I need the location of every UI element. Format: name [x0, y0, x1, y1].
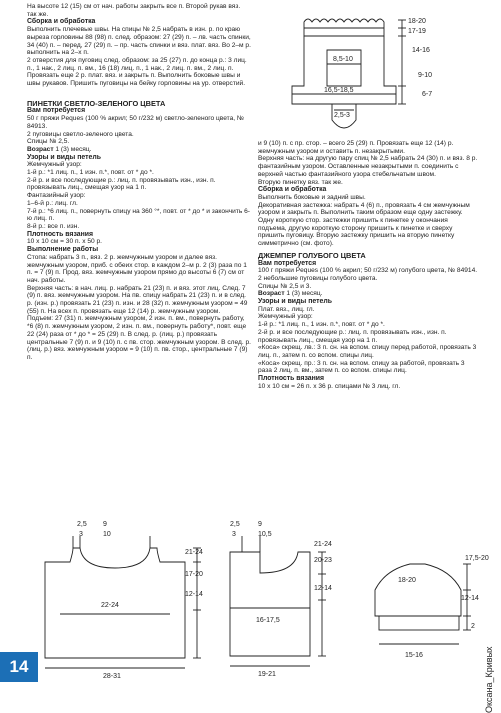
- dimension-label: 22-24: [101, 602, 119, 609]
- paragraph: 100 г пряжи Peques (100 % акрил; 50 г/232 м) голубого цвета, № 84914.: [258, 267, 478, 275]
- paragraph: 2 пуговицы светло-зеленого цвета.: [27, 130, 134, 138]
- dimension-label: 16-17,5: [256, 617, 280, 624]
- dimension-label: 28-31: [103, 673, 121, 680]
- section-heading: Возраст: [27, 145, 54, 153]
- paragraph: Спицы № 2,5 и 3.: [258, 282, 312, 290]
- section-heading: Узоры и виды петель: [27, 153, 101, 161]
- dimension-label: 9-10: [418, 72, 433, 79]
- paragraph: Декоративная застежка: набрать 4 (6) п., провязать 4 см жемчужным узором и закрыть п. Выполнить таким образом еще одну застежку. Одну короткую стор. застежки пришить к пинетке у окончания подъема, другую короткую сторону пришить к пинетке и сверху пришить пуговицу. Вторую застежку пришить на вторую пинетку симметрично (см. фото).: [258, 201, 470, 248]
- sleeve-pattern-diagram: [365, 520, 490, 690]
- paragraph: Выполнить боковые и задний швы.: [258, 193, 366, 201]
- front-pattern-diagram: [220, 518, 360, 688]
- paragraph: 1–6-й р.: лиц. гл.: [27, 199, 78, 207]
- paragraph: На высоте 12 (15) см от нач. работы закрыть все п. Второй рукав вяз. так же.: [27, 3, 241, 18]
- paragraph: Подъем: 27 (31) п. жемчужным узором, 2 изн. п. вм., повернуть работу, *6 (8) п. жемчужным узором, 2 изн. п. вм., повернуть работу*, повт. еще 22 (24) раза от * до * = 25 (29) п. В след. р. (лиц. р.) провязать центральные 7 (9) п. и 9 (10) п. с пв. стор. жемчужным узором. В след. р. (лиц. р.) вяз. жемчужным узором = 9 (10) п. пв. стор., центральные 7 (9) п.: [27, 315, 251, 361]
- dimension-label: 2: [471, 623, 475, 630]
- right-text-column: [258, 140, 478, 391]
- dimension-label: 9: [103, 521, 107, 528]
- paragraph: 2-й р. и все последующие р.: лиц. п. провязывать изн., изн. п. провязывать лиц., смещая узор на 1 п.: [27, 176, 216, 192]
- paragraph: «Коса» скрещ. пр.: 3 п. сн. на вспом. спицу за работой, провязать 3 раза 2 лиц. п. вм., затем п. со вспом. спицы лиц.: [258, 359, 465, 375]
- section-heading: Сборка и обработка: [258, 186, 327, 194]
- back-pattern-diagram: [35, 518, 215, 688]
- dimension-label: 18-20: [408, 18, 426, 25]
- dimension-label: 10: [103, 531, 111, 538]
- paragraph: Верхняя часть: в нач. лиц. р. набрать 21 (23) п. и вяз. этот лиц. След. 7 (9) п. вяз. жемчужным узором. На пв. спицу набрать 21 (23) п. и в след. р. (изн. р.) провязать 21 (23) п. изн. и 28 (32) п. жемчужным узором = 49 (55) п. На всех п. провязать еще 12 (14) р. жемчужным узором.: [27, 284, 248, 315]
- paragraph: Жемчужный узор:: [27, 161, 82, 169]
- dimension-label: 21-24: [185, 549, 203, 556]
- paragraph: Жемчужный узор:: [258, 313, 313, 321]
- dimension-label: 20-23: [314, 557, 332, 564]
- age-line: [258, 290, 478, 298]
- paragraph: Фантазийный узор:: [27, 192, 86, 200]
- paragraph: 2-й р. и все последующие р.: лиц. п. провязывать изн., изн. п. провязывать лиц., смещая узор на 1 п.: [258, 328, 447, 344]
- dimension-label: 12-14: [314, 585, 332, 592]
- sleeve-cuff: [379, 616, 459, 630]
- dimension-label: 19-21: [258, 671, 276, 678]
- dimension-label: 15-16: [405, 652, 423, 659]
- section-heading: Плотность вязания: [258, 375, 325, 383]
- paragraph: Спицы № 2,5.: [27, 138, 70, 146]
- section-heading: Плотность вязания: [27, 230, 94, 238]
- dimension-label: 12-14: [461, 595, 479, 602]
- paragraph: 1-й р.: *1 лиц. п., 1 изн. п.*, повт. от * до *.: [27, 169, 154, 177]
- dimension-label: 17-19: [408, 28, 426, 35]
- paragraph: Плат. вяз., лиц. гл.: [258, 305, 315, 313]
- dimension-label: 3: [79, 531, 83, 538]
- paragraph: 2 небольшие пуговицы голубого цвета.: [258, 274, 378, 282]
- dimension-label: 17-20: [185, 571, 203, 578]
- dimension-label: 8,5-10: [333, 56, 353, 63]
- dimension-label: 9: [258, 521, 262, 528]
- dimension-label: 21-24: [314, 541, 332, 548]
- paragraph: Вторую пинетку вяз. так же.: [258, 178, 343, 186]
- paragraph: Стопа: набрать 3 п., вяз. 2 р. жемчужным узором и далее вяз. жемчужным узором, приб. с обеих стор. в каждом 2–м р. 2 (3) раза по 1 п. = 7 (9) п. Прод. вяз. жемчужным узором прямо до высоты 6 (7) см от нач. работы.: [27, 253, 247, 284]
- section-heading: Выполнение работы: [27, 246, 99, 254]
- dimension-label: 6-7: [422, 91, 433, 98]
- paragraph: Верхняя часть: на другую пару спиц № 2,5 набрать 24 (30) п. и вяз. 8 р. фантазийным узором. Оставленные незакрытыми п. соединить с верхней частью фантазийного узора стебельчатым швом.: [258, 155, 478, 178]
- section-heading: Вам потребуется: [27, 107, 86, 115]
- paragraph: «Коса» скрещ. лв.: 3 п. сн. на вспом. спицу перед работой, провязать 3 лиц. п., затем п. со вспом. спицы лиц.: [258, 344, 477, 359]
- paragraph: 10 х 10 см = 30 п. х 50 р.: [27, 238, 103, 246]
- paragraph: 10 х 10 см = 26 п. х 36 р. спицами № 3 лиц. гл.: [258, 382, 401, 390]
- left-text-column: [27, 3, 251, 362]
- dimension-label: 16,5-18,5: [324, 87, 354, 94]
- paragraph: и 9 (10) п. с пр. стор. – всего 25 (29) п. Провязать еще 12 (14) р. жемчужным узором и оставить п. незакрытыми.: [258, 140, 454, 155]
- section-heading: Узоры и виды петель: [258, 298, 332, 306]
- dimension-label: 2,5: [77, 521, 87, 528]
- article-title: ПИНЕТКИ СВЕТЛО-ЗЕЛЕНОГО ЦВЕТА: [27, 98, 166, 108]
- section-heading: Сборка и обработка: [27, 18, 96, 26]
- dimension-label: 12-14: [185, 591, 203, 598]
- page-number: 14: [0, 652, 38, 682]
- dimension-label: 14-16: [412, 47, 430, 54]
- section-heading: Возраст: [258, 290, 285, 298]
- dimension-label: 18-20: [398, 577, 416, 584]
- article-title: ДЖЕМПЕР ГОЛУБОГО ЦВЕТА: [258, 250, 366, 260]
- front-outline: [230, 552, 310, 656]
- age-line: [27, 146, 251, 154]
- bootie-pattern-diagram: [262, 14, 492, 136]
- dimension-label: 2,5-3: [334, 112, 350, 119]
- section-heading: Вам потребуется: [258, 259, 317, 267]
- dimension-label: 2,5: [230, 521, 240, 528]
- dimension-label: 3: [232, 531, 236, 538]
- paragraph: 50 г пряжи Peques (100 % акрил; 50 г/232 м) светло-зеленого цвета, № 84913.: [27, 115, 245, 130]
- dimension-label: 17,5-20: [465, 555, 489, 562]
- paragraph: 7-й р.: *6 лиц. п., повернуть спицу на 360 °*, повт. от * до * и закончить 6-ю лиц. п.: [27, 207, 250, 223]
- watermark-text: Оксана_Кривых: [484, 646, 494, 713]
- paragraph: 1-й р.: *1 лиц. п., 1 изн. п.*, повт. от * до *.: [258, 321, 385, 329]
- sleeve-outline: [375, 564, 461, 616]
- paragraph: Выполнить плечевые швы. На спицы № 2,5 набрать в изн. р. по краю выреза горловины 88 (98) п. след. образом: 27 (29) п. – лв. часть спинки, 34 (40) п. – перед, 27 (29) п. – пр. часть спинки и вяз. плат. вяз. Во 2–м р. выполнить на 2–х п.: [27, 26, 251, 57]
- dimension-label: 10,5: [258, 531, 272, 538]
- paragraph: 8-й р.: все п. изн.: [27, 222, 80, 230]
- paragraph: 2 отверстия для пуговиц след. образом: за 25 (27) п. до конца р.: 3 лиц. п., 1 нак., 2 лиц. п. вм., 16 (18) лиц. п., 1 нак., 2 лиц. п. вм., 2 лиц. п. Провязать еще 2 р. плат. вяз. и закрыть п. Выполнить боковые швы и швы рукавов. Пришить пуговицы на бейку горловины на ур. отверстий.: [27, 56, 247, 88]
- age-value: 1 (3) месяц.: [284, 290, 323, 298]
- bootie-top-band: [304, 19, 384, 36]
- age-value: 1 (3) месяц.: [53, 145, 92, 153]
